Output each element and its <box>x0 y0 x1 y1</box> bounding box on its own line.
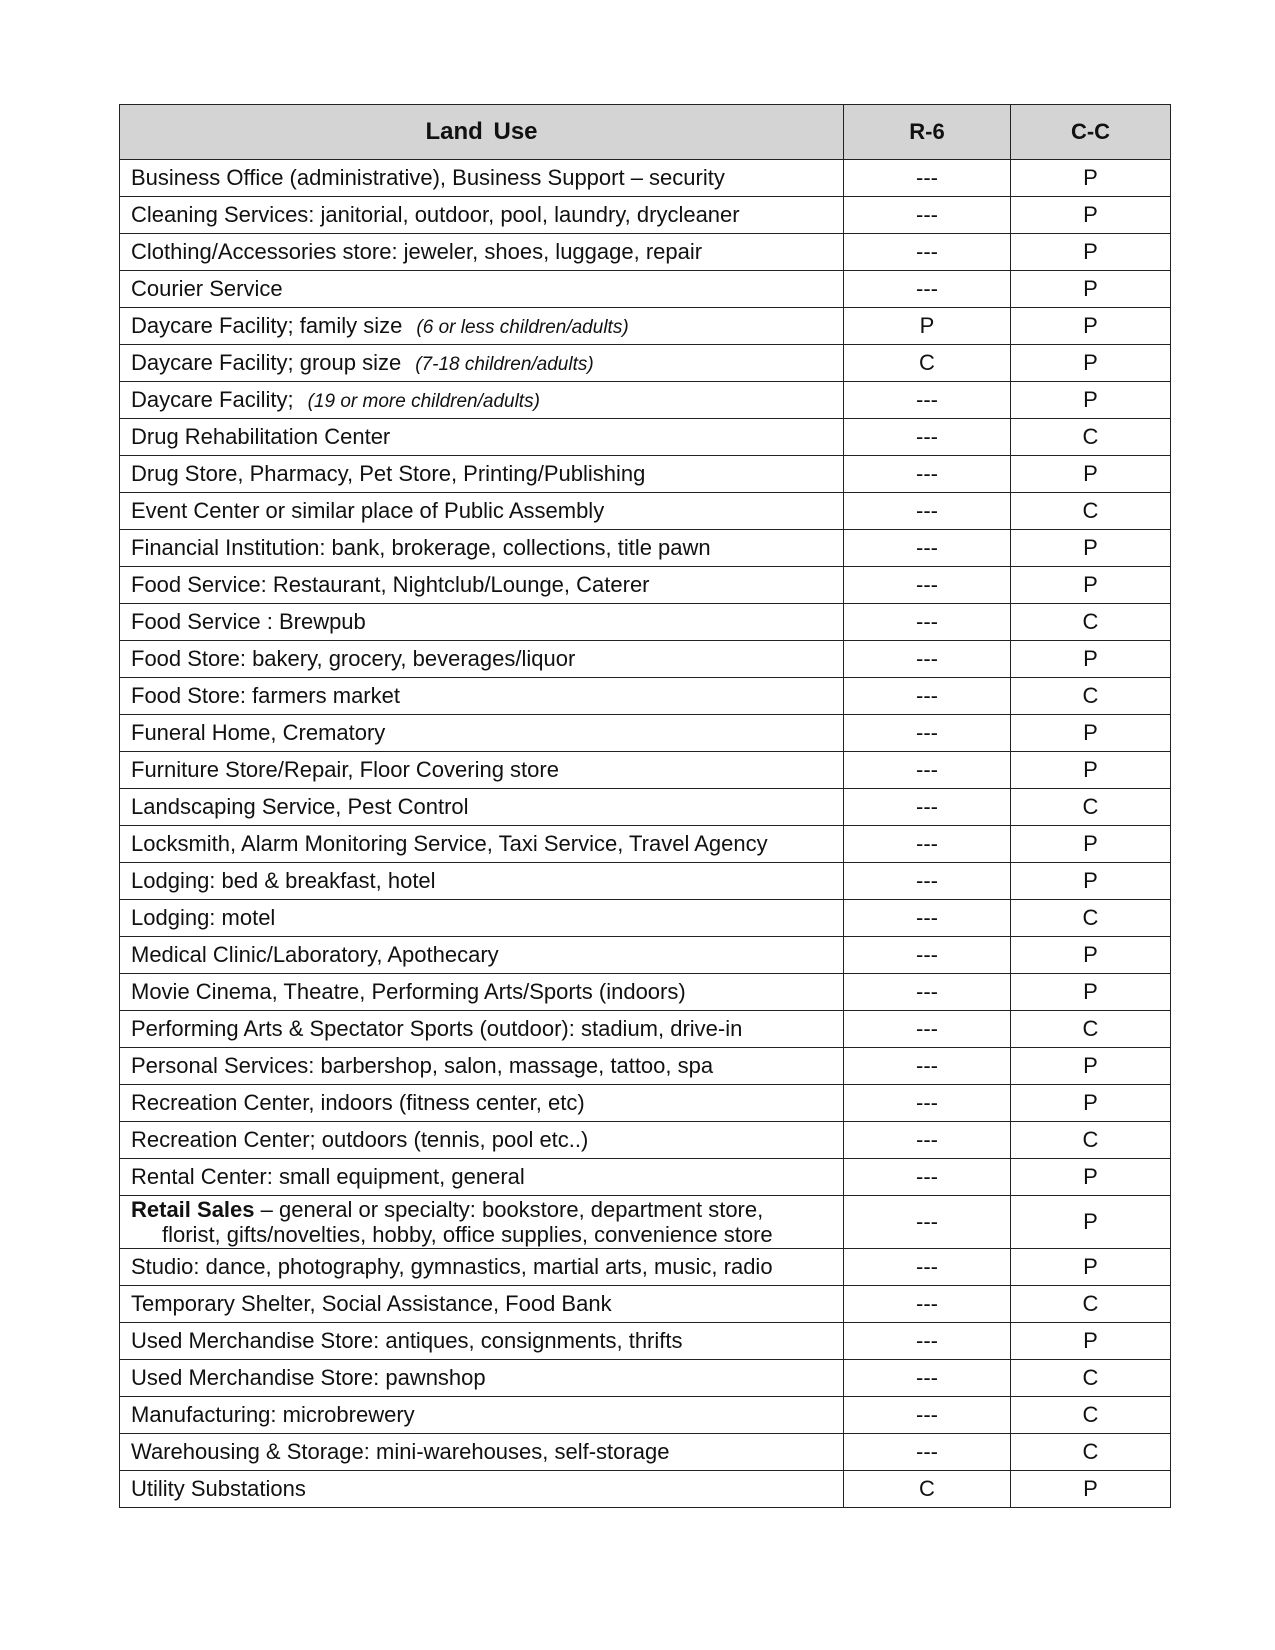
r6-cell: --- <box>844 826 1011 863</box>
land-use-label: Rental Center: small equipment, general <box>131 1164 525 1189</box>
land-use-cell <box>120 641 844 678</box>
land-use-cell <box>120 752 844 789</box>
land-use-cell <box>120 160 844 197</box>
cc-cell: C <box>1011 419 1171 456</box>
land-use-cell <box>120 1196 844 1249</box>
table-row <box>120 900 1171 937</box>
r6-cell: --- <box>844 974 1011 1011</box>
table-row <box>120 419 1171 456</box>
r6-cell: --- <box>844 604 1011 641</box>
r6-cell: --- <box>844 937 1011 974</box>
land-use-label: Used Merchandise Store: pawnshop <box>131 1365 486 1390</box>
table-row <box>120 937 1171 974</box>
r6-cell: --- <box>844 863 1011 900</box>
header-land-use: Land Use <box>120 105 844 160</box>
land-use-label: Utility Substations <box>131 1476 306 1501</box>
table-row <box>120 604 1171 641</box>
r6-cell: --- <box>844 1249 1011 1286</box>
land-use-label: Lodging: motel <box>131 905 276 930</box>
r6-cell: --- <box>844 1323 1011 1360</box>
cc-cell: P <box>1011 160 1171 197</box>
land-use-label: Recreation Center, indoors (fitness center, etc) <box>131 1090 585 1115</box>
land-use-label: Food Store: bakery, grocery, beverages/liquor <box>131 646 576 671</box>
cc-cell: P <box>1011 271 1171 308</box>
r6-cell: --- <box>844 197 1011 234</box>
cc-cell: C <box>1011 493 1171 530</box>
land-use-label: Cleaning Services: janitorial, outdoor, pool, laundry, drycleaner <box>131 202 740 227</box>
land-use-label: Locksmith, Alarm Monitoring Service, Taxi Service, Travel Agency <box>131 831 768 856</box>
cc-cell: C <box>1011 604 1171 641</box>
land-use-cell <box>120 1048 844 1085</box>
cc-cell: C <box>1011 789 1171 826</box>
land-use-label: Temporary Shelter, Social Assistance, Food Bank <box>131 1291 612 1316</box>
land-use-cell <box>120 900 844 937</box>
land-use-cell <box>120 419 844 456</box>
land-use-label: Funeral Home, Crematory <box>131 720 386 745</box>
cc-cell: P <box>1011 752 1171 789</box>
table-row <box>120 974 1171 1011</box>
r6-cell: --- <box>844 1286 1011 1323</box>
land-use-cell <box>120 382 844 419</box>
land-use-label: Drug Rehabilitation Center <box>131 424 391 449</box>
r6-cell: C <box>844 345 1011 382</box>
cc-cell: P <box>1011 456 1171 493</box>
land-use-label: Daycare Facility; group size <box>131 350 402 375</box>
table-row <box>120 382 1171 419</box>
table-row <box>120 1323 1171 1360</box>
r6-cell: --- <box>844 1122 1011 1159</box>
header-cc: C-C <box>1011 105 1171 160</box>
cc-cell: P <box>1011 234 1171 271</box>
land-use-cell <box>120 604 844 641</box>
land-use-cell <box>120 234 844 271</box>
land-use-cell <box>120 789 844 826</box>
land-use-cell <box>120 1286 844 1323</box>
land-use-label: Performing Arts & Spectator Sports (outdoor): stadium, drive-in <box>131 1016 743 1041</box>
r6-cell: --- <box>844 641 1011 678</box>
land-use-cell <box>120 197 844 234</box>
table-row <box>120 1434 1171 1471</box>
r6-cell: --- <box>844 1434 1011 1471</box>
table-row <box>120 1159 1171 1196</box>
r6-cell: --- <box>844 789 1011 826</box>
land-use-label: Manufacturing: microbrewery <box>131 1402 415 1427</box>
cc-cell: P <box>1011 1249 1171 1286</box>
r6-cell: --- <box>844 1085 1011 1122</box>
r6-cell: --- <box>844 1360 1011 1397</box>
r6-cell: --- <box>844 1159 1011 1196</box>
land-use-cell <box>120 308 844 345</box>
r6-cell: --- <box>844 493 1011 530</box>
table-row <box>120 752 1171 789</box>
land-use-label: Lodging: bed & breakfast, hotel <box>131 868 436 893</box>
table-body <box>120 160 1171 1508</box>
table-row-retail-sales <box>120 1196 1171 1249</box>
cc-cell: P <box>1011 1471 1171 1508</box>
cc-cell: C <box>1011 1011 1171 1048</box>
land-use-cell <box>120 271 844 308</box>
table-row <box>120 1048 1171 1085</box>
r6-cell: C <box>844 1471 1011 1508</box>
land-use-cell <box>120 1397 844 1434</box>
r6-cell: --- <box>844 752 1011 789</box>
table-row <box>120 1397 1171 1434</box>
land-use-cell <box>120 715 844 752</box>
table-row <box>120 715 1171 752</box>
land-use-label: Studio: dance, photography, gymnastics, martial arts, music, radio <box>131 1254 773 1279</box>
cc-cell: C <box>1011 900 1171 937</box>
land-use-cell <box>120 1159 844 1196</box>
land-use-label: Daycare Facility; <box>131 387 294 412</box>
land-use-label: Food Service : Brewpub <box>131 609 366 634</box>
cc-cell: P <box>1011 1196 1171 1249</box>
table-row <box>120 1249 1171 1286</box>
land-use-cell <box>120 493 844 530</box>
table-row <box>120 1286 1171 1323</box>
land-use-cell <box>120 1471 844 1508</box>
r6-cell: --- <box>844 1048 1011 1085</box>
cc-cell: P <box>1011 937 1171 974</box>
cc-cell: C <box>1011 1434 1171 1471</box>
table-row <box>120 1471 1171 1508</box>
table-row <box>120 1011 1171 1048</box>
land-use-cell <box>120 567 844 604</box>
table-row <box>120 234 1171 271</box>
land-use-label: Furniture Store/Repair, Floor Covering store <box>131 757 559 782</box>
r6-cell: P <box>844 308 1011 345</box>
cc-cell: P <box>1011 1085 1171 1122</box>
land-use-table <box>119 104 1171 1508</box>
land-use-label: Courier Service <box>131 276 283 301</box>
cc-cell: C <box>1011 1122 1171 1159</box>
land-use-cell <box>120 1085 844 1122</box>
r6-cell: --- <box>844 530 1011 567</box>
table-row <box>120 1085 1171 1122</box>
land-use-cell <box>120 1434 844 1471</box>
land-use-note: (19 or more children/adults) <box>307 391 540 412</box>
table-row <box>120 160 1171 197</box>
land-use-cell <box>120 1011 844 1048</box>
cc-cell: P <box>1011 863 1171 900</box>
retail-sales-heading: Retail Sales <box>131 1197 255 1222</box>
land-use-note: (7-18 children/adults) <box>415 354 594 375</box>
cc-cell: P <box>1011 715 1171 752</box>
cc-cell: P <box>1011 308 1171 345</box>
table-row <box>120 308 1171 345</box>
land-use-cell <box>120 1323 844 1360</box>
r6-cell: --- <box>844 234 1011 271</box>
cc-cell: P <box>1011 382 1171 419</box>
land-use-cell <box>120 1122 844 1159</box>
cc-cell: P <box>1011 1323 1171 1360</box>
table-row <box>120 345 1171 382</box>
cc-cell: C <box>1011 1397 1171 1434</box>
land-use-label: Medical Clinic/Laboratory, Apothecary <box>131 942 499 967</box>
land-use-label: Event Center or similar place of Public Assembly <box>131 498 605 523</box>
land-use-cell <box>120 863 844 900</box>
r6-cell: --- <box>844 900 1011 937</box>
land-use-cell <box>120 345 844 382</box>
land-use-label: Financial Institution: bank, brokerage, collections, title pawn <box>131 535 711 560</box>
r6-cell: --- <box>844 271 1011 308</box>
table-row <box>120 567 1171 604</box>
r6-cell: --- <box>844 160 1011 197</box>
cc-cell: P <box>1011 641 1171 678</box>
r6-cell: --- <box>844 678 1011 715</box>
table-row <box>120 197 1171 234</box>
land-use-label: Clothing/Accessories store: jeweler, shoes, luggage, repair <box>131 239 703 264</box>
cc-cell: P <box>1011 1159 1171 1196</box>
r6-cell: --- <box>844 567 1011 604</box>
cc-cell: P <box>1011 530 1171 567</box>
retail-sales-desc-line2: florist, gifts/novelties, hobby, office supplies, convenience store <box>162 1222 773 1247</box>
land-use-cell <box>120 974 844 1011</box>
land-use-label: Daycare Facility; family size <box>131 313 403 338</box>
header-r6: R-6 <box>844 105 1011 160</box>
land-use-label: Food Store: farmers market <box>131 683 400 708</box>
table-row <box>120 1122 1171 1159</box>
table-row <box>120 271 1171 308</box>
r6-cell: --- <box>844 1397 1011 1434</box>
cc-cell: P <box>1011 567 1171 604</box>
table-row <box>120 789 1171 826</box>
header-row <box>120 105 1171 160</box>
land-use-label: Business Office (administrative), Business Support – security <box>131 165 725 190</box>
cc-cell: C <box>1011 678 1171 715</box>
r6-cell: --- <box>844 456 1011 493</box>
land-use-label: Recreation Center; outdoors (tennis, pool etc..) <box>131 1127 589 1152</box>
land-use-note: (6 or less children/adults) <box>416 317 629 338</box>
land-use-label: Personal Services: barbershop, salon, massage, tattoo, spa <box>131 1053 714 1078</box>
r6-cell: --- <box>844 419 1011 456</box>
land-use-cell <box>120 1249 844 1286</box>
r6-cell: --- <box>844 1196 1011 1249</box>
land-use-cell <box>120 937 844 974</box>
land-use-cell <box>120 678 844 715</box>
table-row <box>120 1360 1171 1397</box>
cc-cell: P <box>1011 197 1171 234</box>
land-use-cell <box>120 826 844 863</box>
cc-cell: P <box>1011 1048 1171 1085</box>
land-use-label: Landscaping Service, Pest Control <box>131 794 469 819</box>
table-row <box>120 863 1171 900</box>
table-row <box>120 641 1171 678</box>
land-use-label: Movie Cinema, Theatre, Performing Arts/Sports (indoors) <box>131 979 686 1004</box>
cc-cell: C <box>1011 1286 1171 1323</box>
cc-cell: P <box>1011 826 1171 863</box>
r6-cell: --- <box>844 1011 1011 1048</box>
table-row <box>120 456 1171 493</box>
table-row <box>120 826 1171 863</box>
cc-cell: P <box>1011 345 1171 382</box>
land-use-cell <box>120 456 844 493</box>
land-use-cell <box>120 530 844 567</box>
retail-sales-desc: – general or specialty: bookstore, department store, <box>254 1197 764 1222</box>
table-row <box>120 493 1171 530</box>
land-use-label: Used Merchandise Store: antiques, consignments, thrifts <box>131 1328 683 1353</box>
land-use-label: Drug Store, Pharmacy, Pet Store, Printing/Publishing <box>131 461 646 486</box>
cc-cell: P <box>1011 974 1171 1011</box>
table-row <box>120 530 1171 567</box>
table-row <box>120 678 1171 715</box>
r6-cell: --- <box>844 382 1011 419</box>
land-use-cell <box>120 1360 844 1397</box>
r6-cell: --- <box>844 715 1011 752</box>
cc-cell: C <box>1011 1360 1171 1397</box>
land-use-label: Warehousing & Storage: mini-warehouses, self-storage <box>131 1439 670 1464</box>
land-use-label: Food Service: Restaurant, Nightclub/Lounge, Caterer <box>131 572 650 597</box>
